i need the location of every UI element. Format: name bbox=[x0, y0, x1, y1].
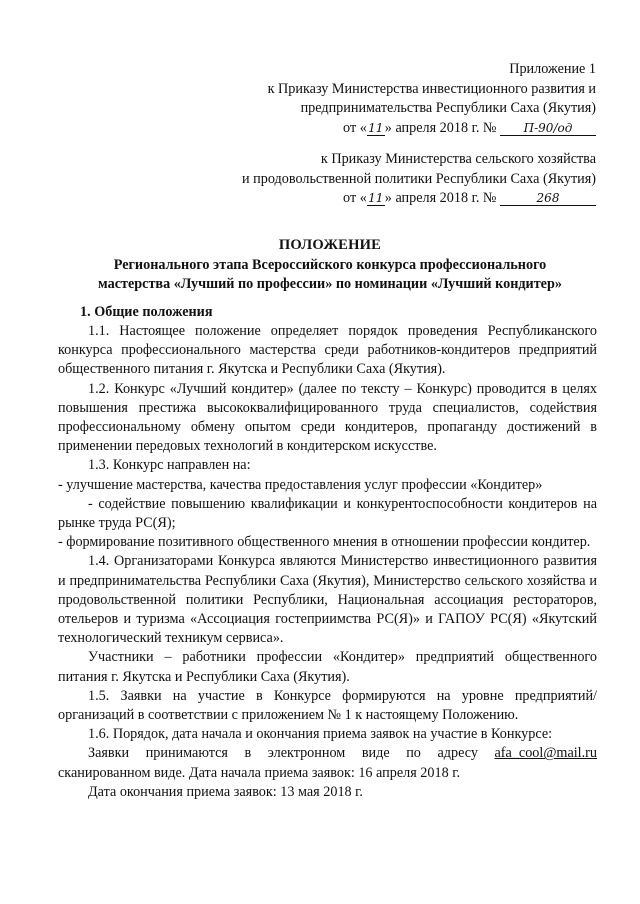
list-item: - улучшение мастерства, качества предоставления услуг профессии «Кондитер» bbox=[58, 476, 543, 493]
paragraph: 1.4. Организаторами Конкурса являются Министерство инвестиционного развития и предпринимательства Республики Саха (Якутия), Министерство сельского хозяйства и продовольственной политики Республики, Национальная ассоциация рестораторов, отельеров и туризма «Ассоциация гостеприимства РС(Я)» и ГАПОУ РС(Я) «Якутский технологический техникум сервиса». bbox=[58, 553, 597, 647]
date-suffix: » апреля 2018 г. № bbox=[384, 190, 497, 206]
paragraph: 1.1. Настоящее положение определяет порядок проведения Республиканского конкурса профессионального мастерства среди работников-кондитеров предприятий общественного питания г. Якутска и Республики Саха (Якутия). bbox=[58, 323, 597, 378]
order-date-line bbox=[268, 119, 596, 139]
paragraph bbox=[58, 744, 597, 782]
paragraph: Участники – работники профессии «Кондитер» предприятий общественного питания г. Якутска и Республики Саха (Якутия). bbox=[58, 649, 597, 685]
application-text: сканированном виде. Дата начала приема заявок: 16 апреля 2018 г. bbox=[58, 764, 460, 781]
ministry-name-line: и продовольственной политики Республики Саха (Якутия) bbox=[242, 170, 596, 187]
paragraph: 1.6. Порядок, дата начала и окончания приема заявок на участие в Конкурсе: bbox=[88, 726, 553, 743]
document-title bbox=[80, 236, 580, 295]
paragraph: Дата окончания приема заявок: 13 мая 2018 г. bbox=[88, 783, 363, 800]
paragraph: 1.2. Конкурс «Лучший кондитер» (далее по тексту – Конкурс) проводится в целях повышения престижа высококвалифицированного труда специалистов, содействия профессиональному обмену опытом среди кондитеров, пропаганду достижений в применении передовых технологий в кондитерском искусстве. bbox=[58, 380, 597, 455]
title-line: Регионального этапа Всероссийского конкурса профессионального bbox=[113, 256, 547, 273]
list-item: - формирование позитивного общественного мнения в отношении профессии кондитер. bbox=[58, 534, 591, 551]
date-prefix: от « bbox=[343, 190, 367, 206]
date-suffix: » апреля 2018 г. № bbox=[384, 119, 497, 136]
order-reference-line: к Приказу Министерства сельского хозяйства bbox=[320, 151, 596, 167]
appendix-label: Приложение 1 bbox=[509, 61, 596, 77]
order-reference-line: к Приказу Министерства инвестиционного развития и bbox=[267, 80, 596, 97]
appendix-header-2 bbox=[242, 150, 596, 209]
section-body bbox=[58, 322, 597, 802]
list-item: - содействие повышению квалификации и конкурентоспособности кондитеров на рынке труда РС(Я); bbox=[58, 495, 597, 532]
ministry-name-line: предпринимательства Республики Саха (Якутия) bbox=[300, 100, 596, 116]
title-line: мастерства «Лучший по профессии» по номинации «Лучший кондитер» bbox=[98, 276, 562, 292]
section-heading: 1. Общие положения bbox=[80, 304, 213, 320]
handwritten-order-number: 268 bbox=[500, 191, 596, 206]
paragraph: 1.5. Заявки на участие в Конкурсе формируются на уровне предприятий/организаций в соответствии с приложением № 1 к настоящему Положению. bbox=[58, 687, 597, 724]
handwritten-day: 11 bbox=[368, 191, 384, 205]
paragraph: 1.3. Конкурс направлен на: bbox=[88, 457, 251, 474]
appendix-header-1 bbox=[268, 60, 596, 138]
order-date-line bbox=[242, 189, 596, 209]
handwritten-day: 11 bbox=[368, 120, 384, 135]
title-main: ПОЛОЖЕНИЕ bbox=[278, 237, 382, 253]
application-text: Заявки принимаются в электронном виде по адресу bbox=[88, 745, 495, 762]
email-link[interactable]: afa_cool@mail.ru bbox=[494, 745, 597, 762]
handwritten-order-number: П-90/од bbox=[500, 121, 596, 136]
date-prefix: от « bbox=[343, 119, 367, 136]
